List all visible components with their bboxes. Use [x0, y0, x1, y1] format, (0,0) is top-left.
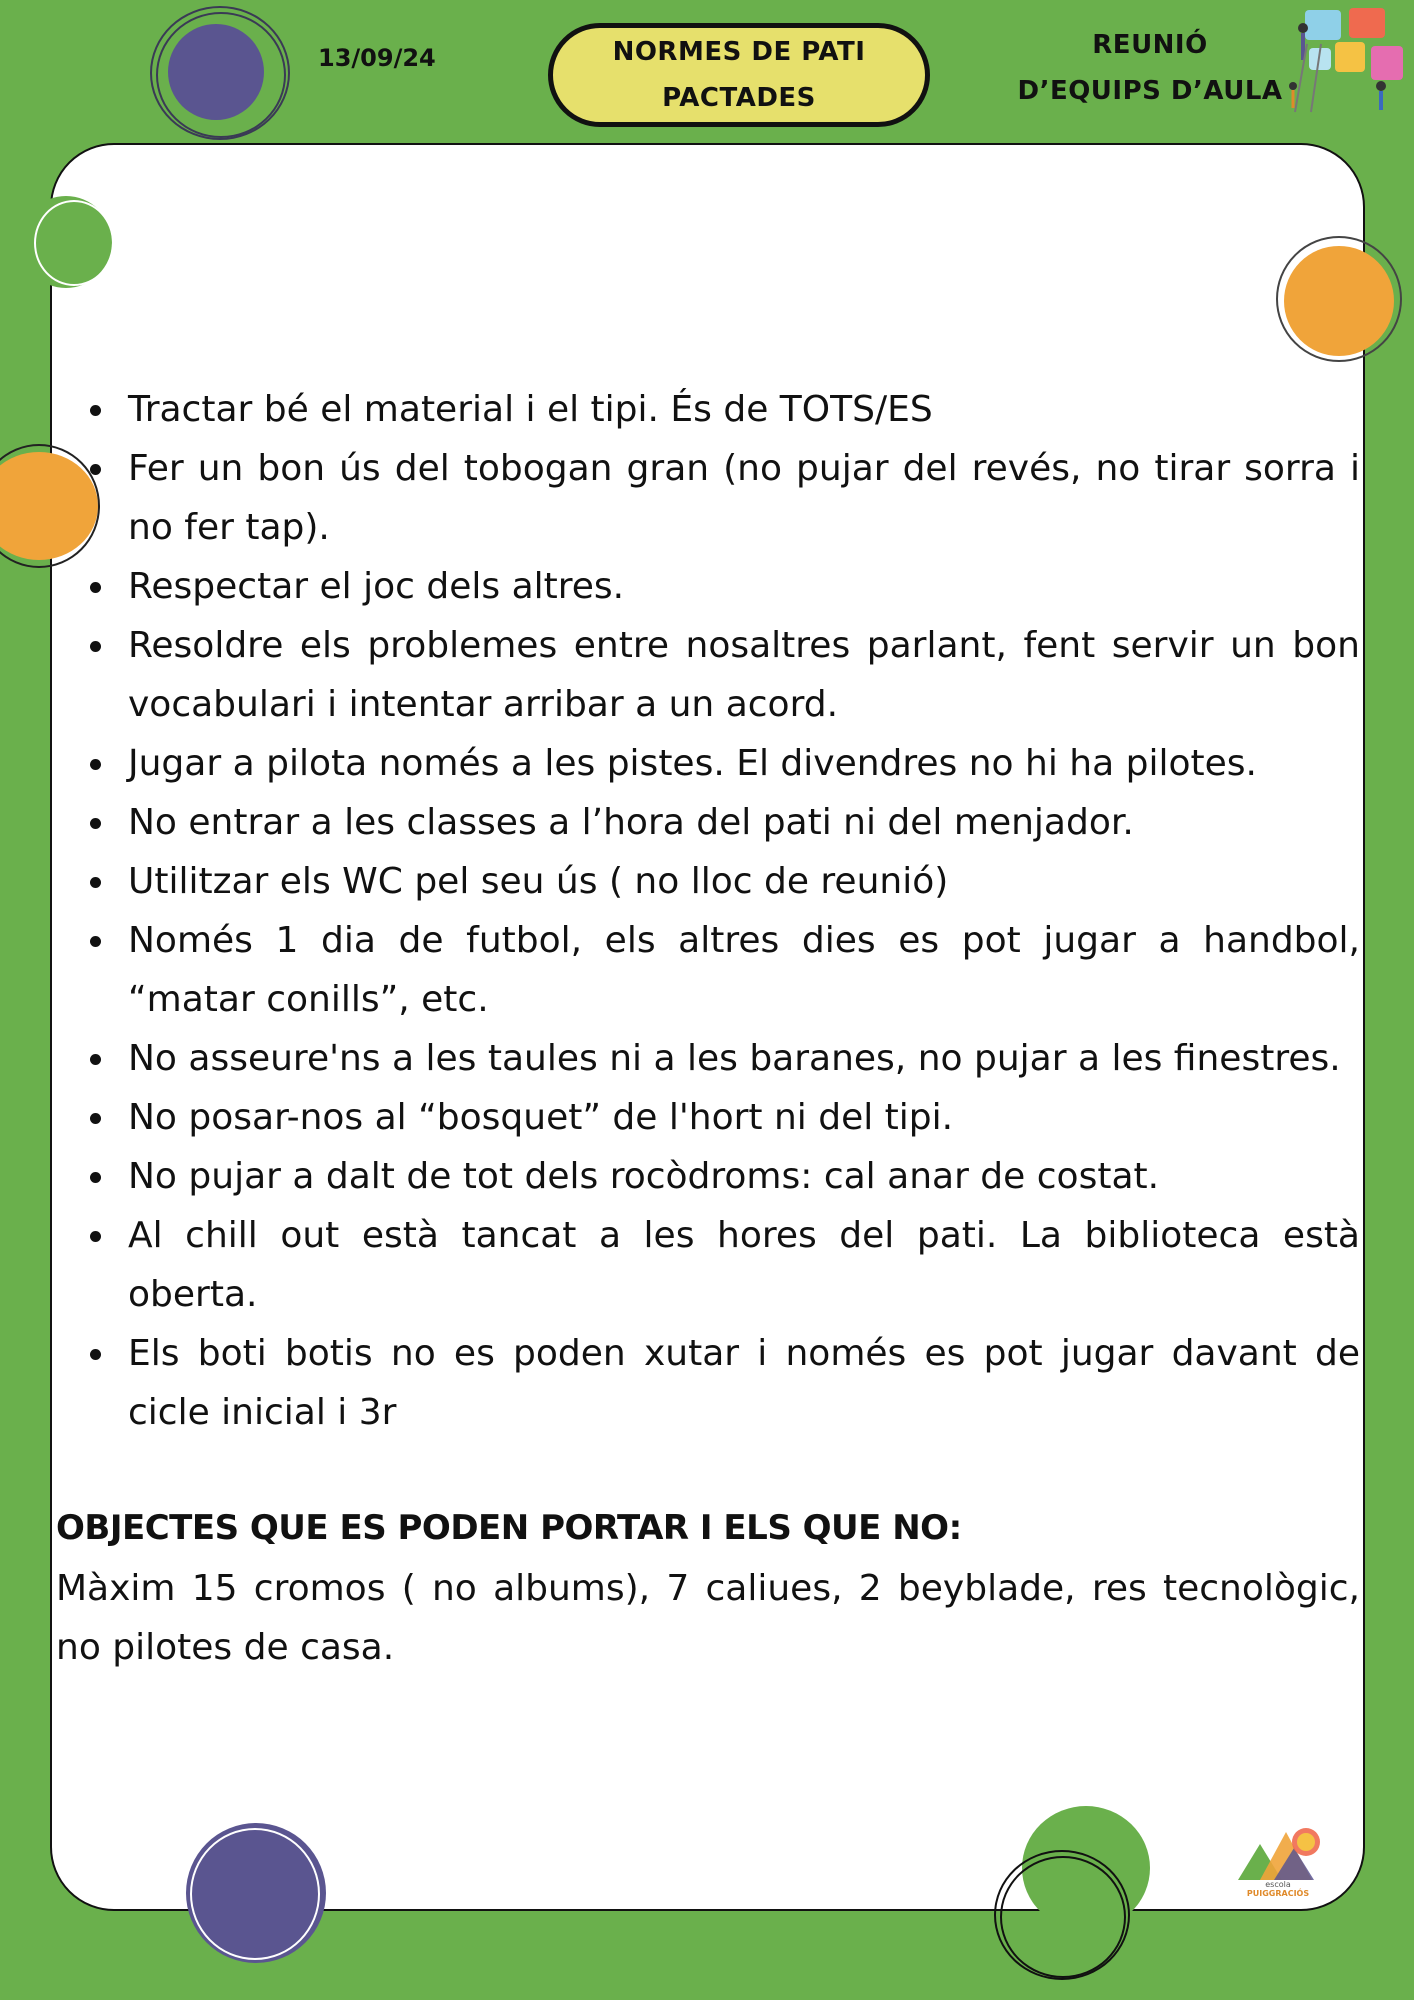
page-title: [548, 23, 930, 127]
rule-item: Respectar el joc dels altres.: [84, 557, 1360, 616]
rules-list: [84, 380, 1360, 1442]
school-logo-icon: [1234, 1818, 1326, 1884]
rule-item: Fer un bon ús del tobogan gran (no pujar del revés, no tirar sorra i no fer tap).: [84, 439, 1360, 557]
rule-item: Jugar a pilota només a les pistes. El divendres no hi ha pilotes.: [84, 734, 1360, 793]
rule-item: Utilitzar els WC pel seu ús ( no lloc de reunió): [84, 852, 1360, 911]
title-line-2: PACTADES: [662, 83, 816, 113]
rule-item: No entrar a les classes a l’hora del pati ni del menjador.: [84, 793, 1360, 852]
meeting-date: 13/09/24: [318, 44, 436, 72]
objects-text: Màxim 15 cromos ( no albums), 7 caliues, 2 beyblade, res tecnològic, no pilotes de casa.: [56, 1568, 1360, 1668]
title-line-1: NORMES DE PATI: [612, 37, 866, 67]
ring-decor-top-2: [156, 12, 286, 138]
school-logo-text: [1238, 1880, 1318, 1898]
meeting-line-1: REUNIÓ: [1092, 30, 1208, 60]
ring-decor-left-green: [34, 200, 114, 286]
ring-decor-bottom-right-2: [1000, 1856, 1126, 1978]
rule-item: No posar-nos al “bosquet” de l'hort ni del tipi.: [84, 1088, 1360, 1147]
rule-item: No asseure'ns a les taules ni a les baranes, no pujar a les finestres.: [84, 1029, 1360, 1088]
rule-item: Només 1 dia de futbol, els altres dies es pot jugar a handbol, “matar conills”, etc.: [84, 911, 1360, 1029]
objects-heading: OBJECTES QUE ES PODEN PORTAR I ELS QUE NO:: [56, 1508, 962, 1548]
ring-decor-right: [1276, 236, 1402, 362]
rule-item: Resoldre els problemes entre nosaltres parlant, fent servir un bon vocabulari i intentar arribar a un acord.: [84, 616, 1360, 734]
ring-decor-bottom-left: [190, 1828, 320, 1960]
puzzle-team-illustration-icon: [1285, 4, 1411, 116]
rule-item: Al chill out està tancat a les hores del pati. La biblioteca està oberta.: [84, 1206, 1360, 1324]
meeting-label: [1000, 22, 1300, 114]
rule-item: No pujar a dalt de tot dels rocòdroms: cal anar de costat.: [84, 1147, 1360, 1206]
rule-item: Els boti botis no es poden xutar i només es pot jugar davant de cicle inicial i 3r: [84, 1324, 1360, 1442]
logo-line-1: escola: [1265, 1880, 1291, 1889]
rule-item: Tractar bé el material i el tipi. És de TOTS/ES: [84, 380, 1360, 439]
logo-line-2: PUIGGRACIÓS: [1246, 1889, 1310, 1898]
meeting-line-2: D’EQUIPS D’AULA: [1017, 76, 1283, 106]
